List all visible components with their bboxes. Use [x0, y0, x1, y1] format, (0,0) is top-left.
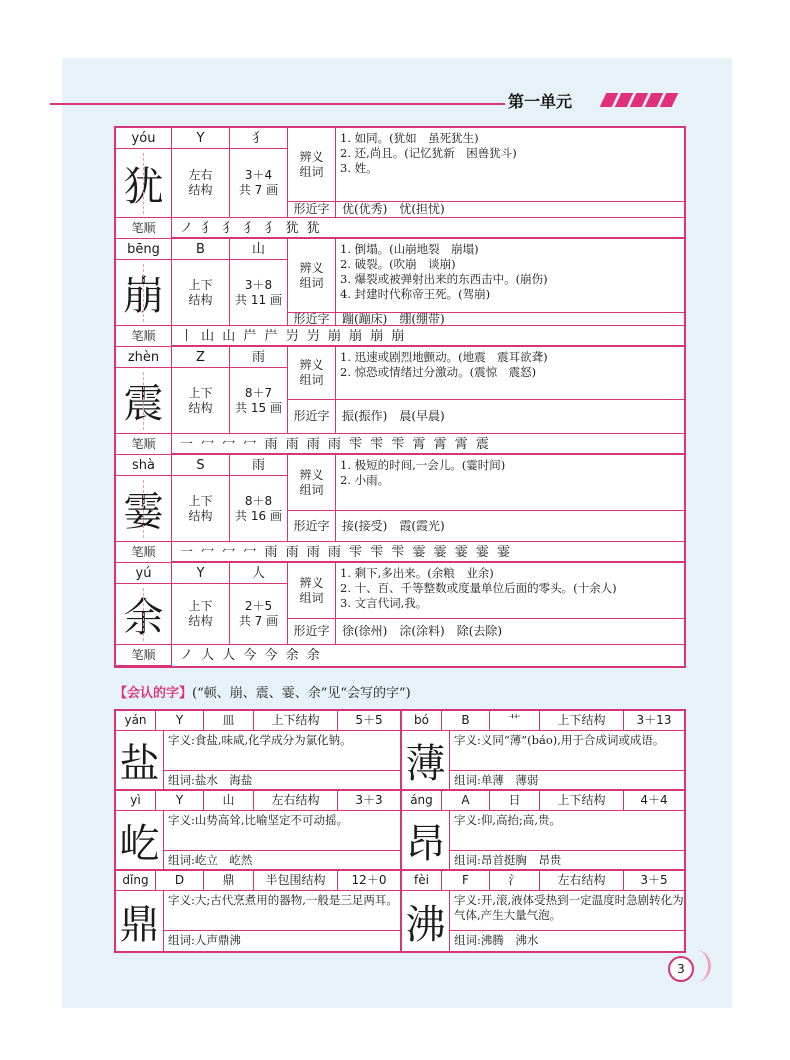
pinyin: zhèn — [116, 347, 172, 368]
meaning-line: 1. 极短的时间,一会儿。(霎时间) — [340, 458, 506, 472]
meanings — [336, 455, 684, 511]
meaning-line: 2. 还,尚且。(记忆犹新 困兽犹斗) — [340, 146, 517, 160]
meaning-line: 4. 封建时代称帝王死。(驾崩) — [340, 287, 491, 301]
stroke-total: 共 7 画 — [238, 183, 279, 197]
meaning-label-line: 辨义 — [299, 149, 324, 164]
recognize-entry — [402, 711, 684, 791]
pinyin-letter: A — [442, 791, 490, 811]
stroke-order-label: 笔顺 — [116, 542, 172, 563]
stroke-count: 3＋3 — [338, 791, 400, 811]
stroke-count: 4＋4 — [624, 791, 684, 811]
radical: 鼎 — [204, 871, 254, 891]
meaning-line: 2. 破裂。(吹崩 谈崩) — [340, 257, 456, 271]
stroke-total: 共 7 画 — [238, 614, 279, 628]
structure-line: 结构 — [188, 400, 213, 415]
meaning: 字义:食盐,味咸,化学成分为氯化钠。 — [164, 731, 400, 771]
meaning-label-line: 辨义 — [299, 575, 324, 590]
structure-line: 结构 — [188, 183, 213, 197]
structure-line: 上下 — [188, 277, 213, 292]
similar-label: 形近字 — [288, 202, 336, 218]
similar-characters: 接(接受) 霞(霞光) — [336, 511, 684, 542]
meaning-label-line: 组词 — [299, 373, 324, 387]
structure: 左右结构 — [540, 871, 624, 891]
pinyin: áng — [402, 791, 442, 811]
recognize-entry — [116, 791, 400, 871]
radical: 山 — [230, 239, 288, 260]
radical: 犭 — [230, 128, 288, 149]
pinyin: fèi — [402, 871, 442, 891]
meaning-label-line: 组词 — [299, 164, 324, 179]
similar-characters: 蹦(蹦床) 绷(绷带) — [336, 313, 684, 326]
recognize-entry — [402, 871, 684, 951]
stroke-order-label: 笔顺 — [116, 326, 172, 347]
meaning-line: 1. 剩下,多出来。(余粮 业余) — [340, 566, 494, 580]
structure: 左右结构 — [254, 791, 338, 811]
pinyin-letter: Y — [172, 128, 230, 149]
radical: 日 — [490, 791, 540, 811]
character: 震 — [116, 368, 172, 434]
meaning: 字义:大;古代烹煮用的器物,一般是三足两耳。 — [164, 891, 400, 931]
structure — [172, 584, 230, 645]
radical: 雨 — [230, 347, 288, 368]
stroke-formula: 8＋8 — [244, 493, 273, 508]
meaning-line: 2. 十、百、千等整数或度量单位后面的零头。(十余人) — [340, 581, 617, 595]
meaning: 字义:仰,高抬;高,贵。 — [450, 811, 684, 851]
meaning: 字义:义同“薄”(báo),用于合成词或成语。 — [450, 731, 684, 771]
pinyin: yì — [116, 791, 156, 811]
recognize-entry — [116, 711, 400, 791]
pinyin-letter: S — [172, 455, 230, 476]
radical: 雨 — [230, 455, 288, 476]
meaning-label — [288, 239, 336, 313]
stroke-count — [230, 260, 288, 326]
meaning-line: 2. 惊恐或情绪过分激动。(震惊 震怒) — [340, 365, 537, 379]
structure-line: 上下 — [188, 599, 213, 613]
structure — [172, 260, 230, 326]
pinyin: yán — [116, 711, 156, 731]
similar-label: 形近字 — [288, 511, 336, 542]
write-entry — [116, 455, 684, 563]
meaning: 字义:山势高耸,比喻坚定不可动摇。 — [164, 811, 400, 851]
pinyin-letter: B — [172, 239, 230, 260]
character: 犹 — [116, 149, 172, 218]
pinyin-letter: Y — [156, 711, 204, 731]
structure: 上下结构 — [540, 711, 624, 731]
stroke-formula: 8＋7 — [244, 385, 273, 400]
stroke-total: 共 11 画 — [235, 292, 282, 307]
meaning-line: 1. 倒塌。(山崩地裂 崩塌) — [340, 242, 479, 256]
similar-characters: 振(振作) 晨(早晨) — [336, 400, 684, 434]
words: 组词:昂首挺胸 昂贵 — [450, 851, 684, 871]
stroke-order: 丨 山 山 屵 屵 屶 屶 崩 崩 崩 崩 — [172, 326, 684, 347]
meaning-label-line: 辨义 — [299, 467, 324, 482]
stroke-count: 5＋5 — [338, 711, 400, 731]
pinyin-letter: Y — [156, 791, 204, 811]
words: 组词:单薄 薄弱 — [450, 771, 684, 791]
write-entry — [116, 239, 684, 347]
meaning-line: 3. 爆裂或被弹射出来的东西击中。(崩伤) — [340, 272, 548, 286]
character: 崩 — [116, 260, 172, 326]
recognize-note: (“顿、崩、震、霎、余”见“会写的字”) — [192, 686, 411, 701]
meaning-line: 3. 姓。 — [340, 161, 378, 175]
meaning-label-line: 辨义 — [299, 358, 324, 372]
pinyin: bó — [402, 711, 442, 731]
meaning-label — [288, 563, 336, 619]
radical: 艹 — [490, 711, 540, 731]
pinyin: shà — [116, 455, 172, 476]
stroke-order: ノ 犭 犭 犭 犭 犹 犹 — [172, 218, 684, 239]
pinyin-letter: Z — [172, 347, 230, 368]
meanings — [336, 563, 684, 619]
header-stripes — [603, 93, 675, 107]
stroke-order-label: 笔顺 — [116, 645, 172, 666]
write-entry — [116, 347, 684, 455]
character: 沸 — [402, 891, 450, 951]
recognize-entry — [402, 791, 684, 871]
recognize-entry — [116, 871, 400, 951]
structure: 上下结构 — [254, 711, 338, 731]
pinyin: dǐng — [116, 871, 156, 891]
meaning-label-line: 组词 — [299, 482, 324, 497]
meaning-line: 2. 小雨。 — [340, 473, 390, 487]
similar-label: 形近字 — [288, 313, 336, 326]
stroke-formula: 3＋4 — [244, 168, 273, 182]
words: 组词:人声鼎沸 — [168, 933, 241, 947]
meaning-label-line: 辨义 — [299, 260, 324, 275]
header-rule — [50, 103, 505, 105]
meanings — [336, 128, 684, 202]
similar-label: 形近字 — [288, 619, 336, 645]
stroke-order-label: 笔顺 — [116, 434, 172, 455]
pinyin-letter: D — [156, 871, 204, 891]
structure-line: 上下 — [188, 385, 213, 400]
similar-characters: 徐(徐州) 涂(涂料) 除(去除) — [336, 619, 684, 645]
recognize-section-title — [114, 682, 411, 701]
stroke-order: ノ 人 人 今 今 余 余 — [180, 648, 322, 663]
stroke-total: 共 15 画 — [235, 400, 282, 415]
character: 屹 — [116, 811, 164, 871]
stroke-formula: 3＋8 — [244, 277, 273, 292]
structure-line: 上下 — [188, 493, 213, 508]
stroke-count — [230, 149, 288, 218]
meaning: 字义:开,滚,液体受热到一定温度时急剧转化为气体,产生大量气泡。 — [450, 891, 684, 931]
character: 鼎 — [116, 891, 164, 951]
pinyin-letter: F — [442, 871, 490, 891]
pinyin-letter: B — [442, 711, 490, 731]
structure-line: 结构 — [188, 508, 213, 523]
meanings — [336, 239, 684, 313]
write-entry — [116, 128, 684, 239]
meaning-line: 3. 文言代词,我。 — [340, 596, 428, 610]
structure: 半包围结构 — [254, 871, 338, 891]
words: 组词:沸腾 沸水 — [454, 933, 539, 947]
pinyin: yú — [116, 563, 172, 584]
similar-label: 形近字 — [288, 400, 336, 434]
stroke-order: 一 冖 冖 冖 雨 雨 雨 雨 雫 雫 雫 霎 霎 霎 霎 霎 — [172, 542, 684, 563]
pinyin: yóu — [116, 128, 172, 149]
structure-line: 结构 — [188, 292, 213, 307]
structure-line: 结构 — [188, 614, 213, 628]
radical: 山 — [204, 791, 254, 811]
meaning-label-line: 组词 — [299, 590, 324, 605]
radical: 氵 — [490, 871, 540, 891]
radical: 皿 — [204, 711, 254, 731]
write-characters-table — [114, 126, 686, 668]
meaning-line: 1. 如同。(犹如 虽死犹生) — [340, 131, 479, 145]
structure: 上下结构 — [540, 791, 624, 811]
words: 组词:屹立 屹然 — [164, 851, 400, 871]
meaning-label — [288, 347, 336, 400]
meaning-label-line: 组词 — [299, 275, 324, 290]
stroke-formula: 2＋5 — [244, 599, 273, 613]
pinyin: bēng — [116, 239, 172, 260]
radical: 人 — [230, 563, 288, 584]
stroke-count — [230, 584, 288, 645]
meanings — [336, 347, 684, 400]
similar-characters: 优(优秀) 忧(担忧) — [336, 202, 684, 218]
character: 盐 — [116, 731, 164, 791]
page-number: 3 — [668, 956, 694, 982]
structure — [172, 149, 230, 218]
character: 昂 — [402, 811, 450, 871]
structure — [172, 476, 230, 542]
stroke-count: 12＋0 — [338, 871, 400, 891]
stroke-count: 3＋5 — [624, 871, 684, 891]
stroke-order-label: 笔顺 — [116, 218, 172, 239]
pinyin-letter: Y — [172, 563, 230, 584]
stroke-count — [230, 476, 288, 542]
stroke-count — [230, 368, 288, 434]
unit-title: 第一单元 — [508, 92, 573, 111]
meaning-label — [288, 128, 336, 202]
structure — [172, 368, 230, 434]
structure-line: 左右 — [188, 168, 213, 182]
character: 霎 — [116, 476, 172, 542]
write-entry — [116, 563, 684, 666]
recognize-characters-table — [114, 709, 686, 953]
stroke-total: 共 16 画 — [235, 508, 282, 523]
words: 组词:盐水 海盐 — [164, 771, 400, 791]
character: 余 — [116, 584, 172, 645]
meaning-line: 1. 迅速或剧烈地颤动。(地震 震耳欲聋) — [340, 350, 548, 364]
recognize-tag: 【会认的字】 — [114, 686, 193, 701]
stroke-order: 一 冖 冖 冖 雨 雨 雨 雨 雫 雫 雫 霄 霄 霄 震 — [172, 434, 684, 455]
stroke-count: 3＋13 — [624, 711, 684, 731]
character: 薄 — [402, 731, 450, 791]
meaning-label — [288, 455, 336, 511]
